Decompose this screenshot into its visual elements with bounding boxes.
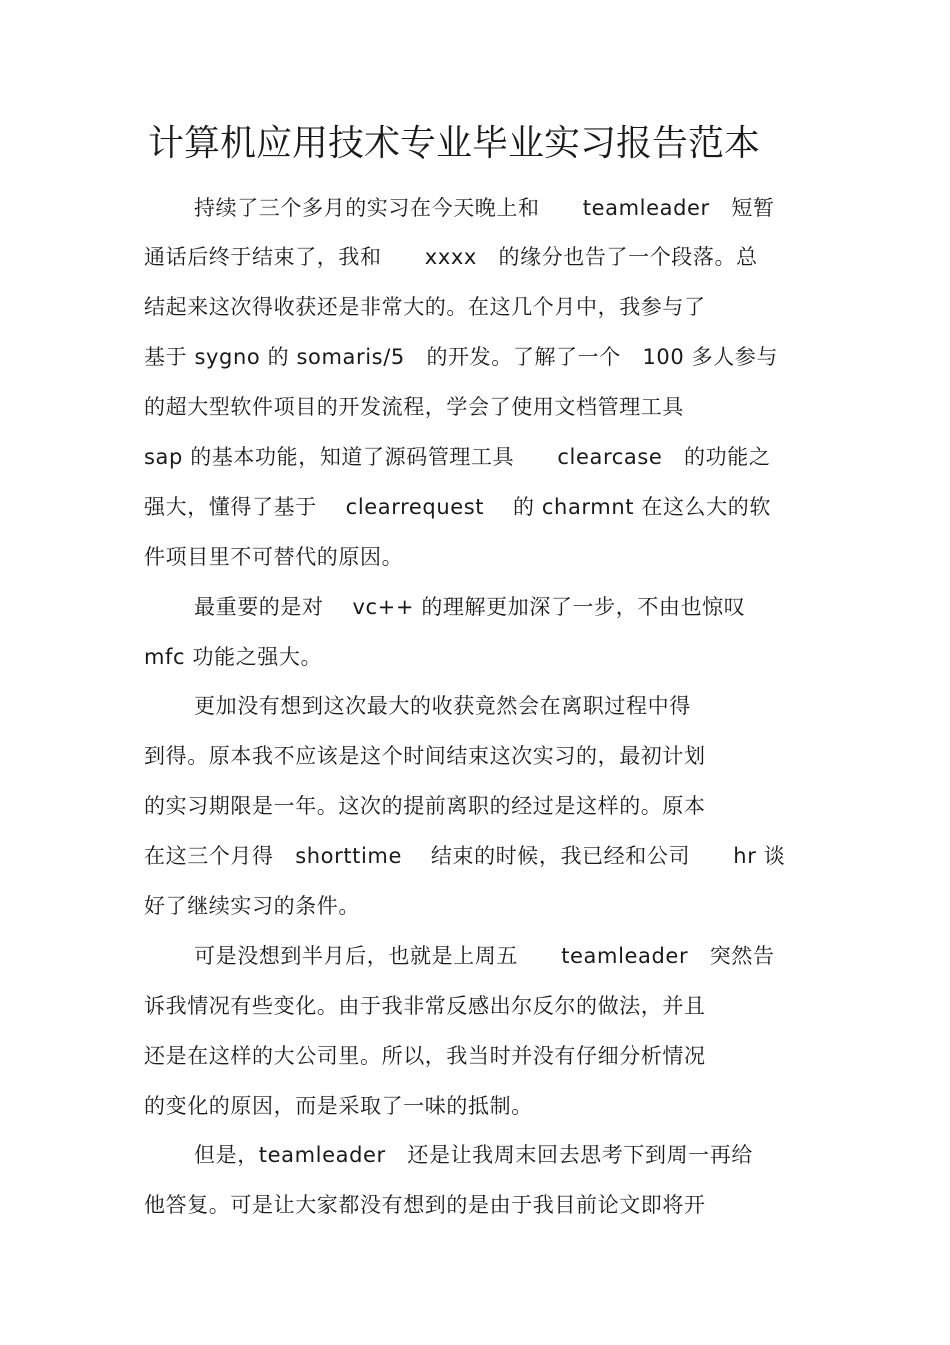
paragraph-line: 强大，懂得了基于 clearrequest 的 charmnt 在这么大的软 (144, 495, 771, 519)
paragraph-line: mfc 功能之强大。 (144, 645, 323, 669)
paragraph-line: 的超大型软件项目的开发流程，学会了使用文档管理工具 (144, 395, 684, 419)
paragraph-line: 结起来这次得收获还是非常大的。在这几个月中，我参与了 (144, 295, 706, 319)
paragraph-line: 最重要的是对 vc++ 的理解更加深了一步，不由也惊叹 (194, 595, 746, 619)
paragraph-line: 通话后终于结束了，我和 xxxx 的缘分也告了一个段落。总 (144, 245, 758, 269)
paragraph-line: sap 的基本功能，知道了源码管理工具 clearcase 的功能之 (144, 445, 771, 469)
paragraph-line: 但是，teamleader 还是让我周末回去思考下到周一再给 (194, 1143, 753, 1167)
paragraph-line: 的实习期限是一年。这次的提前离职的经过是这样的。原本 (144, 794, 706, 818)
paragraph-line: 好了继续实习的条件。 (144, 894, 360, 918)
paragraph-line: 还是在这样的大公司里。所以，我当时并没有仔细分析情况 (144, 1044, 706, 1068)
paragraph-line: 诉我情况有些变化。由于我非常反感出尔反尔的做法，并且 (144, 994, 706, 1018)
paragraph-line: 件项目里不可替代的原因。 (144, 545, 404, 569)
paragraph-line: 的变化的原因，而是采取了一味的抵制。 (144, 1094, 533, 1118)
paragraph-line: 更加没有想到这次最大的收获竟然会在离职过程中得 (194, 694, 691, 718)
paragraph-line: 在这三个月得 shorttime 结束的时候，我已经和公司 hr 谈 (144, 844, 786, 868)
paragraph-line: 到得。原本我不应该是这个时间结束这次实习的，最初计划 (144, 744, 706, 768)
paragraph-line: 他答复。可是让大家都没有想到的是由于我目前论文即将开 (144, 1193, 706, 1217)
paragraph-line: 持续了三个多月的实习在今天晚上和 teamleader 短暂 (194, 196, 775, 220)
paragraph-line: 基于 sygno 的 somaris/5 的开发。了解了一个 100 多人参与 (144, 345, 778, 369)
document-title: 计算机应用技术专业毕业实习报告范本 (148, 123, 761, 164)
paragraph-line: 可是没想到半月后，也就是上周五 teamleader 突然告 (194, 944, 775, 968)
